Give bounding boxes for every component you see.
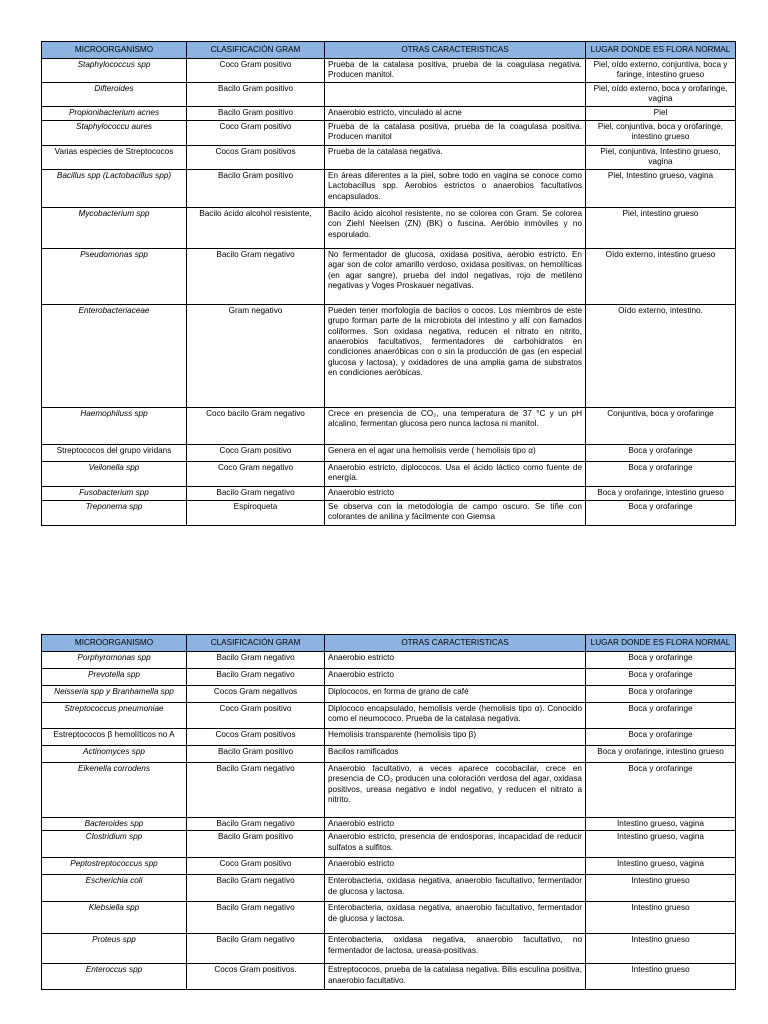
normal-flora-location-cell: Piel, conjuntiva, Intestino grueso, vagina (586, 145, 736, 169)
gram-classification-cell: Bacilo Gram negativo (187, 763, 325, 818)
table-row (42, 703, 736, 729)
header-organism: MICROORGANISMO (42, 42, 187, 59)
normal-flora-location-cell: Intestino grueso, vagina (586, 858, 736, 875)
other-characteristics-cell: Anaerobio estricto (325, 818, 586, 831)
normal-flora-location-cell: Piel, intestino grueso (586, 207, 736, 248)
other-characteristics-cell: Diplococos, en forma de grano de café (325, 686, 586, 703)
header-other: OTRAS CARACTERISTICAS (325, 42, 586, 59)
gram-classification-cell: Cocos Gram positivos. (187, 964, 325, 990)
normal-flora-location-cell: Boca y orofaringe (586, 461, 736, 486)
organism-cell: Staphylococcus spp (42, 59, 187, 83)
normal-flora-location-cell: Intestino grueso (586, 964, 736, 990)
table-row (42, 83, 736, 107)
organism-cell: Mycobacterium spp (42, 207, 187, 248)
gram-classification-cell: Bacilo Gram negativo (187, 652, 325, 669)
gram-classification-cell: Cocos Gram positivos (187, 145, 325, 169)
organism-cell: Eikenella corrodens (42, 763, 187, 818)
organism-cell: Pseudomonas spp (42, 248, 187, 304)
other-characteristics-cell: Anaerobio estricto (325, 486, 586, 500)
gram-classification-cell: Coco bacilo Gram negativo (187, 407, 325, 444)
other-characteristics-cell: Pueden tener morfología de bacilos o cocos. Los miembros de este grupo forman parte de la microbiota del intestino y allí con llamados coliformes. Son oxidasa negativa, reducen el nitrato en nitrito, anaerobios facultativos, fermentadores de carbohidratos en condiciones anaeróbicas con o sin la producción de gas (en especial glucosa y lactosa), y oxidadores de una amplia gama de substratos en condiciones aeróbicas. (325, 304, 586, 407)
gram-classification-cell: Bacilo Gram positivo (187, 831, 325, 858)
table-row (42, 106, 736, 120)
other-characteristics-cell: Anaerobio estricto, vinculado al acne (325, 106, 586, 120)
organism-cell: Neisseria spp y Branhamella spp (42, 686, 187, 703)
normal-flora-location-cell: Boca y orofaringe, intestino grueso (586, 746, 736, 763)
table-header-row (42, 42, 736, 59)
other-characteristics-cell: Bacilos ramificados (325, 746, 586, 763)
other-characteristics-cell: Bacilo ácido alcohol resistente, no se colorea con Gram. Se colorea con Ziehl Neelsen (ZN) (BK) o fuscina. Aeróbio inmóviles y no esporulado. (325, 207, 586, 248)
header-organism: MICROORGANISMO (42, 635, 187, 652)
other-characteristics-cell: Diplococo encapsulado, hemolisis verde (hemolisis tipo α). Conocido como el neumococo. Prueba de la catalasa negativa. (325, 703, 586, 729)
header-gram: CLASIFICACIÓN GRAM (187, 635, 325, 652)
gram-classification-cell: Bacilo Gram negativo (187, 902, 325, 934)
table-2-body (42, 652, 736, 990)
organism-cell: Fusobacterium spp (42, 486, 187, 500)
normal-flora-location-cell: Intestino grueso (586, 902, 736, 934)
gram-classification-cell: Coco Gram positivo (187, 444, 325, 461)
table-row (42, 145, 736, 169)
normal-flora-location-cell: Piel (586, 106, 736, 120)
organism-cell: Bacteroides spp (42, 818, 187, 831)
table-row (42, 59, 736, 83)
organism-cell: Proteus spp (42, 934, 187, 964)
table-row (42, 858, 736, 875)
other-characteristics-cell: No fermentador de glucosa, oxidasa positiva, aerobio estricto. En agar son de color amarillo verdoso, oxidasa positivas, on hemolíticas (en agar sangre), prueba del indol negativas, rojo de metileno negativas y Voges Proskauer negativas. (325, 248, 586, 304)
gram-classification-cell: Cocos Gram negativos (187, 686, 325, 703)
table-row (42, 248, 736, 304)
gram-classification-cell: Bacilo Gram positivo (187, 106, 325, 120)
gram-classification-cell: Coco Gram positivo (187, 59, 325, 83)
other-characteristics-cell: Se observa con la metodología de campo oscuro. Se tiñe con colorantes de anilina y fácilmente con Giemsa (325, 500, 586, 525)
normal-flora-location-cell: Intestino grueso, vagina (586, 818, 736, 831)
other-characteristics-cell: Anaerobio facultativo, a veces aparece cocobacilar, crece en presencia de CO₂ producen una coloración verdosa del agar, oxidasa positivos, ureasa negativo e indol negativo, y reducen el nitrato a nitrito. (325, 763, 586, 818)
gram-classification-cell: Bacilo Gram negativo (187, 248, 325, 304)
gram-classification-cell: Bacilo Gram negativo (187, 486, 325, 500)
other-characteristics-cell: Anaerobio estricto (325, 858, 586, 875)
table-row (42, 964, 736, 990)
organism-cell: Enteroccus spp (42, 964, 187, 990)
gram-classification-cell: Bacilo Gram positivo (187, 169, 325, 207)
normal-flora-location-cell: Boca y orofaringe (586, 729, 736, 746)
organism-cell: Streptococcus pneumoniae (42, 703, 187, 729)
header-other: OTRAS CARACTERISTICAS (325, 635, 586, 652)
normal-flora-location-cell: Boca y orofaringe (586, 444, 736, 461)
other-characteristics-cell: Enterobacteria, oxidasa negativa, anaerobio facultativo, fermentador de glucosa y lactosa. (325, 875, 586, 902)
table-row (42, 461, 736, 486)
gram-classification-cell: Bacilo Gram negativo (187, 934, 325, 964)
microorganism-table-2 (41, 634, 736, 990)
organism-cell: Haemophiluss spp (42, 407, 187, 444)
normal-flora-location-cell: Piel, oído externo, conjuntiva, boca y faringe, intestino grueso (586, 59, 736, 83)
normal-flora-location-cell: Intestino grueso (586, 934, 736, 964)
table-header-row (42, 635, 736, 652)
header-flora: LUGAR DONDE ES FLORA NORMAL (586, 42, 736, 59)
gram-classification-cell: Bacilo Gram negativo (187, 875, 325, 902)
other-characteristics-cell: Hemolisis transparente (hemolisis tipo β) (325, 729, 586, 746)
gram-classification-cell: Coco Gram positivo (187, 703, 325, 729)
normal-flora-location-cell: Boca y orofaringe, intestino grueso (586, 486, 736, 500)
table-row (42, 686, 736, 703)
header-flora: LUGAR DONDE ES FLORA NORMAL (586, 635, 736, 652)
table-row (42, 669, 736, 686)
normal-flora-location-cell: Piel, oído externo, boca y orofaringe, vagina (586, 83, 736, 107)
gram-classification-cell: Coco Gram positivo (187, 120, 325, 145)
organism-cell: Clostridium spp (42, 831, 187, 858)
microorganism-table-1 (41, 41, 736, 526)
normal-flora-location-cell: Boca y orofaringe (586, 686, 736, 703)
other-characteristics-cell: Estreptococos, prueba de la catalasa negativa. Bilis esculina positiva, anaerobio facultativo. (325, 964, 586, 990)
gram-classification-cell: Espiroqueta (187, 500, 325, 525)
organism-cell: Varias especies de Streptococos (42, 145, 187, 169)
table-row (42, 763, 736, 818)
table-row (42, 407, 736, 444)
organism-cell: Actinomyces spp (42, 746, 187, 763)
gram-classification-cell: Cocos Gram positivos (187, 729, 325, 746)
table-row (42, 875, 736, 902)
organism-cell: Streptococos del grupo viridans (42, 444, 187, 461)
other-characteristics-cell: Prueba de la catalasa positiva, prueba de la coagulasa positiva. Producen manitol (325, 120, 586, 145)
normal-flora-location-cell: Oído externo, intestino grueso (586, 248, 736, 304)
gram-classification-cell: Coco Gram negativo (187, 461, 325, 486)
organism-cell: Estreptococos β hemolíticos no A (42, 729, 187, 746)
organism-cell: Porphyromonas spp (42, 652, 187, 669)
table-row (42, 934, 736, 964)
other-characteristics-cell (325, 83, 586, 107)
other-characteristics-cell: En áreas diferentes a la piel, sobre todo en vagina se conoce como Lactobacillus spp. Aerobios estrictos o anaerobios facultativos encapsulados. (325, 169, 586, 207)
normal-flora-location-cell: Boca y orofaringe (586, 652, 736, 669)
other-characteristics-cell: Anaerobio estricto, diplococos. Usa el ácido láctico como fuente de energía. (325, 461, 586, 486)
normal-flora-location-cell: Conjuntiva, boca y orofaringe (586, 407, 736, 444)
other-characteristics-cell: Anaerobio estricto (325, 669, 586, 686)
other-characteristics-cell: Anaerobio estricto, presencia de endosporas, incapacidad de reducir sulfatos a sulfitos. (325, 831, 586, 858)
normal-flora-location-cell: Boca y orofaringe (586, 703, 736, 729)
table-row (42, 818, 736, 831)
organism-cell: Escherichia coli (42, 875, 187, 902)
gram-classification-cell: Bacilo Gram negativo (187, 818, 325, 831)
organism-cell: Enterobacteriaceae (42, 304, 187, 407)
other-characteristics-cell: Prueba de la catalasa positiva, prueba de la coagulasa negativa. Producen manitol. (325, 59, 586, 83)
normal-flora-location-cell: Boca y orofaringe (586, 763, 736, 818)
normal-flora-location-cell: Intestino grueso (586, 875, 736, 902)
table-row (42, 902, 736, 934)
normal-flora-location-cell: Piel, conjuntiva, boca y orofaringe, intestino grueso (586, 120, 736, 145)
table-row (42, 746, 736, 763)
table-row (42, 304, 736, 407)
organism-cell: Propionibacterium acnes (42, 106, 187, 120)
organism-cell: Veilonella spp (42, 461, 187, 486)
table-row (42, 486, 736, 500)
gram-classification-cell: Bacilo Gram negativo (187, 669, 325, 686)
other-characteristics-cell: Genera en el agar una hemolisis verde ( hemolisis tipo α) (325, 444, 586, 461)
gram-classification-cell: Gram negativo (187, 304, 325, 407)
header-gram: CLASIFICACIÓN GRAM (187, 42, 325, 59)
table-row (42, 207, 736, 248)
table-row (42, 500, 736, 525)
organism-cell: Treponema spp (42, 500, 187, 525)
table-row (42, 169, 736, 207)
normal-flora-location-cell: Intestino grueso, vagina (586, 831, 736, 858)
table-row (42, 729, 736, 746)
other-characteristics-cell: Prueba de la catalasa negativa. (325, 145, 586, 169)
other-characteristics-cell: Anaerobio estricto (325, 652, 586, 669)
normal-flora-location-cell: Boca y orofaringe (586, 500, 736, 525)
gram-classification-cell: Coco Gram positivo (187, 858, 325, 875)
other-characteristics-cell: Enterobacteria, oxidasa negativa, anaerobio facultativo, fermentador de glucosa y lactosa. (325, 902, 586, 934)
gram-classification-cell: Bacilo Gram positivo (187, 83, 325, 107)
gram-classification-cell: Bacilo Gram positivo (187, 746, 325, 763)
table-row (42, 444, 736, 461)
organism-cell: Klebsiella spp (42, 902, 187, 934)
other-characteristics-cell: Crece en presencia de CO₂, una temperatura de 37 °C y un pH alcalino, fermentan glucosa pero nunca lactosa ni manitol. (325, 407, 586, 444)
organism-cell: Prevotella spp (42, 669, 187, 686)
organism-cell: Bacillus spp (Lactobacillus spp) (42, 169, 187, 207)
normal-flora-location-cell: Oído externo, intestino. (586, 304, 736, 407)
table-row (42, 120, 736, 145)
table-1-body (42, 59, 736, 526)
organism-cell: Difteroides (42, 83, 187, 107)
normal-flora-location-cell: Piel, Intestino grueso, vagina (586, 169, 736, 207)
organism-cell: Staphylococcu aures (42, 120, 187, 145)
organism-cell: Peptostreptococcus spp (42, 858, 187, 875)
table-row (42, 652, 736, 669)
other-characteristics-cell: Enterobacteria, oxidasa negativa, anaerobio facultativo, no fermentador de lactosa, ureasa-positivas. (325, 934, 586, 964)
table-row (42, 831, 736, 858)
gram-classification-cell: Bacilo ácido alcohol resistente, (187, 207, 325, 248)
normal-flora-location-cell: Boca y orofaringe (586, 669, 736, 686)
